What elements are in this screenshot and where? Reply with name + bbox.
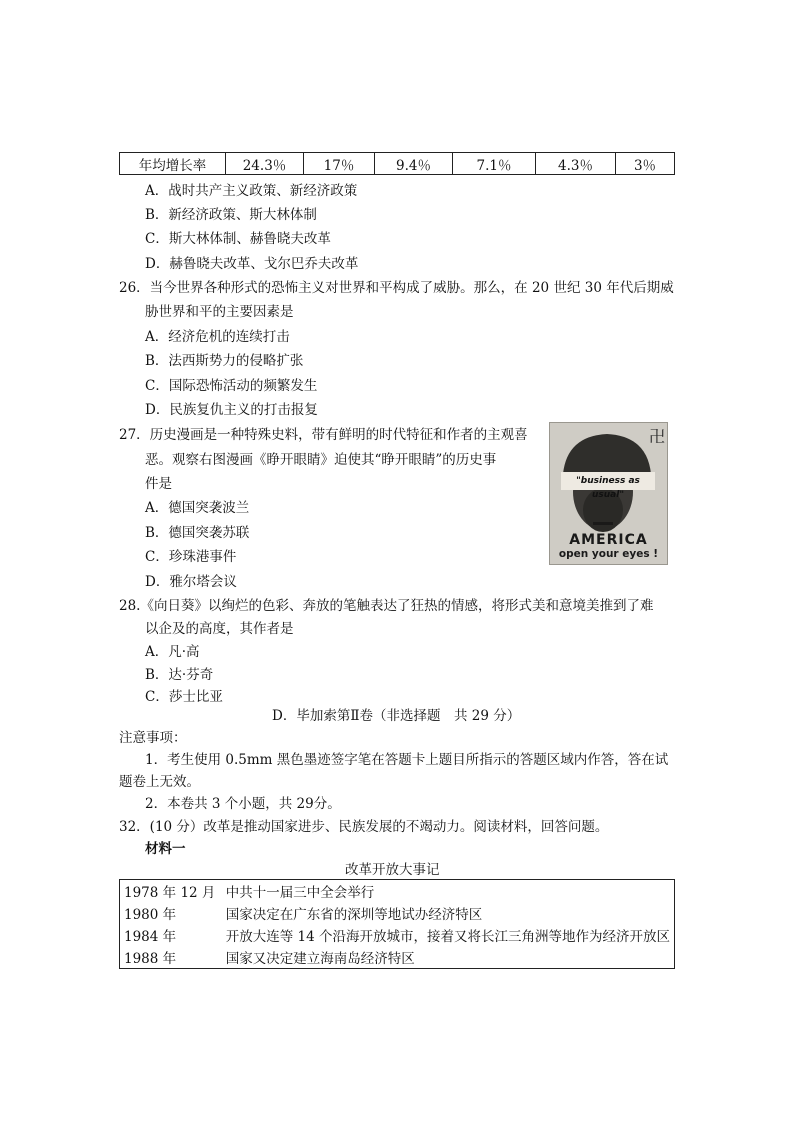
q28-stem-line2: 以企及的高度，其作者是 bbox=[145, 621, 294, 637]
q25-option-d: D．赫鲁晓夫改革、戈尔巴乔夫改革 bbox=[145, 256, 359, 272]
q25-option-b: B．新经济政策、斯大林体制 bbox=[145, 207, 317, 223]
table-row bbox=[120, 902, 675, 924]
q27-option-a: A．德国突袭波兰 bbox=[145, 500, 250, 516]
poster-title: AMERICA bbox=[569, 532, 648, 548]
notes-item2: 2．本卷共 3 个小题，共 29分。 bbox=[145, 796, 341, 812]
q26-option-b: B．法西斯势力的侵略扩张 bbox=[145, 353, 304, 369]
growth-rate-table bbox=[119, 152, 675, 175]
growth-value-cell: 17％ bbox=[304, 153, 375, 175]
event-year: 1988 年 bbox=[124, 951, 177, 967]
notes-title: 注意事项： bbox=[119, 730, 187, 746]
q26-option-c: C．国际恐怖活动的频繁发生 bbox=[145, 378, 318, 394]
table-row bbox=[120, 924, 675, 946]
q27-option-c: C．珍珠港事件 bbox=[145, 549, 237, 565]
poster-subtitle: open your eyes ! bbox=[558, 548, 659, 560]
reform-events-table bbox=[119, 879, 675, 969]
event-year: 1978 年 12 月 bbox=[124, 885, 216, 901]
growth-label-cell: 年均增长率 bbox=[120, 153, 226, 175]
q26-option-a: A．经济危机的连续打击 bbox=[145, 329, 290, 345]
q26-option-d: D．民族复仇主义的打击报复 bbox=[145, 402, 318, 418]
notes-item1-line2: 题卷上无效。 bbox=[119, 774, 200, 790]
q27-stem-line3: 件是 bbox=[145, 476, 172, 492]
q25-option-a: A．战时共产主义政策、新经济政策 bbox=[145, 183, 358, 199]
q27-stem-line2: 恶。观察右图漫画《睁开眼睛》迫使其“睁开眼睛”的历史事 bbox=[145, 452, 497, 468]
q28-stem-line1: 28.《向日葵》以绚烂的色彩、奔放的笔触表达了狂热的情感，将形式美和意境美推到了难 bbox=[119, 598, 654, 614]
growth-value-cell: 24.3％ bbox=[226, 153, 304, 175]
growth-value-cell: 7.1％ bbox=[453, 153, 536, 175]
table-row bbox=[120, 946, 675, 969]
growth-value-cell: 3％ bbox=[616, 153, 675, 175]
notes-item1-line1: 1．考生使用 0.5mm 黑色墨迹签字笔在答题卡上题目所指示的答题区域内作答，答在试 bbox=[145, 752, 669, 768]
q28-option-b: B．达·芬奇 bbox=[145, 667, 214, 683]
q32-stem: 32．(10 分）改革是推动国家进步、民族发展的不竭动力。阅读材料，回答问题。 bbox=[119, 819, 609, 835]
growth-value-cell: 9.4％ bbox=[375, 153, 453, 175]
table-row bbox=[120, 153, 675, 175]
q28-option-a: A．凡·高 bbox=[145, 644, 200, 660]
event-text: 国家又决定建立海南岛经济特区 bbox=[225, 951, 415, 967]
growth-value-cell: 4.3％ bbox=[536, 153, 616, 175]
poster-banner-text: "business as usual" bbox=[576, 476, 640, 500]
event-year: 1980 年 bbox=[124, 907, 177, 923]
event-text: 国家决定在广东省的深圳等地试办经济特区 bbox=[225, 907, 483, 923]
event-text: 开放大连等 14 个沿海开放城市，接着又将长江三角洲等地作为经济开放区 bbox=[225, 929, 670, 945]
swastika-icon: 卍 bbox=[649, 427, 666, 446]
event-text: 中共十一届三中全会举行 bbox=[225, 885, 375, 901]
material-label: 材料一 bbox=[145, 841, 186, 857]
q26-stem-line2: 胁世界和平的主要因素是 bbox=[145, 304, 294, 320]
table-row bbox=[120, 880, 675, 903]
cartoon-poster bbox=[549, 422, 668, 565]
events-table-title: 改革开放大事记 bbox=[345, 862, 440, 878]
q27-option-d: D．雅尔塔会议 bbox=[145, 574, 237, 590]
q26-stem-line1: 26．当今世界各种形式的恐怖主义对世界和平构成了威胁。那么，在 20 世纪 30 年代后期威 bbox=[119, 280, 674, 296]
q27-option-b: B．德国突袭苏联 bbox=[145, 525, 250, 541]
q27-stem-line1: 27．历史漫画是一种特殊史料，带有鲜明的时代特征和作者的主观喜 bbox=[119, 427, 528, 443]
q25-option-c: C．斯大林体制、赫鲁晓夫改革 bbox=[145, 231, 331, 247]
section-heading: D．毕加索第Ⅱ卷（非选择题 共 29 分） bbox=[272, 708, 521, 724]
event-year: 1984 年 bbox=[124, 929, 177, 945]
q28-option-c: C．莎士比亚 bbox=[145, 689, 223, 705]
